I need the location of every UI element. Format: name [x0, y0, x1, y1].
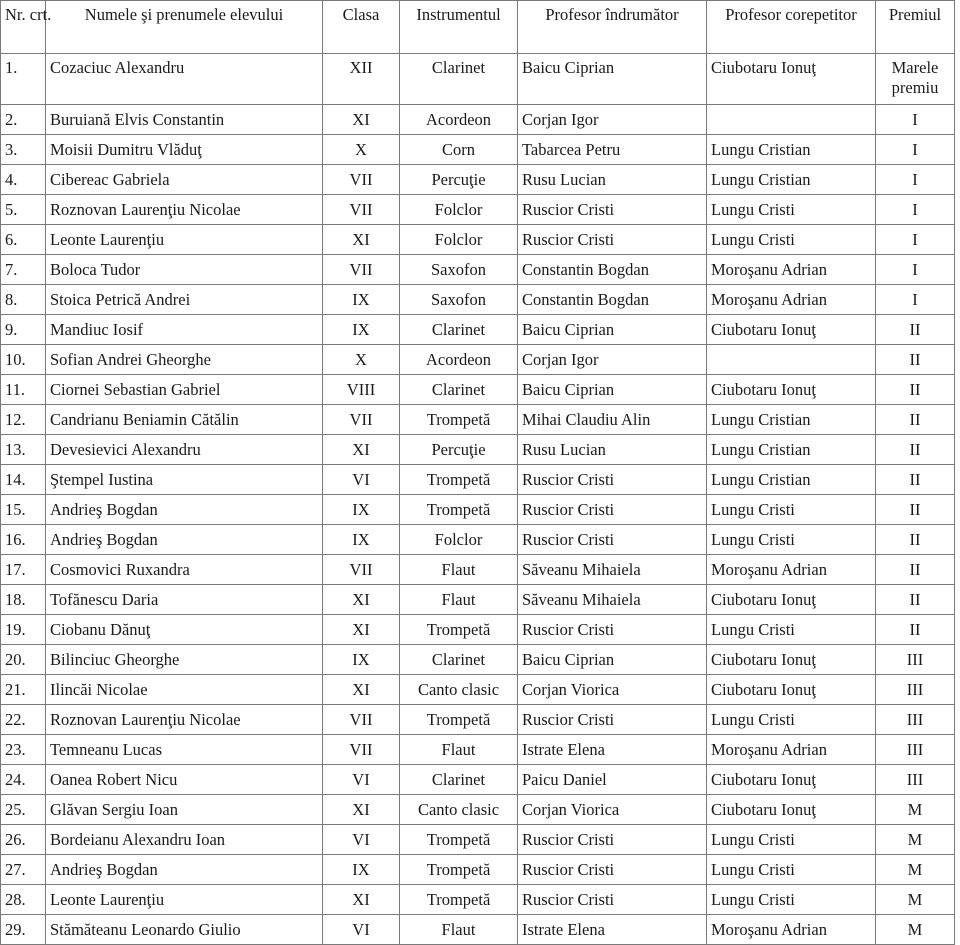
cell-clasa: XI [323, 675, 400, 705]
table-row [1, 495, 955, 525]
cell-premiu: II [876, 525, 955, 555]
cell-profesor: Ruscior Cristi [518, 495, 707, 525]
cell-premiu: M [876, 855, 955, 885]
cell-clasa: IX [323, 855, 400, 885]
cell-corepetitor: Ciubotaru Ionuţ [707, 375, 876, 405]
cell-clasa: VII [323, 255, 400, 285]
cell-premiu: I [876, 135, 955, 165]
cell-instrument: Flaut [400, 555, 518, 585]
cell-clasa: VII [323, 735, 400, 765]
cell-profesor: Săveanu Mihaiela [518, 555, 707, 585]
table-row [1, 225, 955, 255]
cell-instrument: Flaut [400, 735, 518, 765]
table-row [1, 54, 955, 105]
cell-premiu: II [876, 465, 955, 495]
cell-instrument: Clarinet [400, 765, 518, 795]
cell-instrument: Acordeon [400, 105, 518, 135]
table-row [1, 465, 955, 495]
cell-clasa: VII [323, 555, 400, 585]
cell-premiu: III [876, 705, 955, 735]
cell-name: Boloca Tudor [46, 255, 323, 285]
cell-profesor: Ruscior Cristi [518, 825, 707, 855]
table-row [1, 165, 955, 195]
table-row [1, 705, 955, 735]
cell-premiu: II [876, 375, 955, 405]
cell-corepetitor: Lungu Cristian [707, 165, 876, 195]
cell-corepetitor [707, 105, 876, 135]
cell-clasa: VI [323, 915, 400, 945]
header-premiu: Premiul [876, 1, 955, 54]
cell-nr: 18. [1, 585, 46, 615]
cell-clasa: XI [323, 885, 400, 915]
cell-profesor: Ruscior Cristi [518, 525, 707, 555]
table-row [1, 525, 955, 555]
table-row [1, 315, 955, 345]
cell-premiu: II [876, 555, 955, 585]
cell-profesor: Corjan Igor [518, 345, 707, 375]
cell-premiu: I [876, 285, 955, 315]
cell-corepetitor: Ciubotaru Ionuţ [707, 54, 876, 105]
cell-corepetitor: Lungu Cristian [707, 405, 876, 435]
cell-clasa: XI [323, 795, 400, 825]
cell-nr: 10. [1, 345, 46, 375]
cell-corepetitor: Moroşanu Adrian [707, 735, 876, 765]
cell-name: Ilincăi Nicolae [46, 675, 323, 705]
cell-name: Temneanu Lucas [46, 735, 323, 765]
cell-corepetitor: Lungu Cristi [707, 825, 876, 855]
cell-profesor: Tabarcea Petru [518, 135, 707, 165]
cell-nr: 14. [1, 465, 46, 495]
cell-name: Oanea Robert Nicu [46, 765, 323, 795]
table-row [1, 645, 955, 675]
cell-name: Bilinciuc Gheorghe [46, 645, 323, 675]
cell-corepetitor: Lungu Cristi [707, 705, 876, 735]
cell-name: Leonte Laurenţiu [46, 885, 323, 915]
cell-instrument: Trompetă [400, 615, 518, 645]
cell-clasa: XI [323, 225, 400, 255]
cell-corepetitor: Lungu Cristi [707, 855, 876, 885]
table-body [1, 54, 955, 945]
cell-nr: 4. [1, 165, 46, 195]
cell-premiu: M [876, 825, 955, 855]
cell-instrument: Flaut [400, 585, 518, 615]
cell-name: Roznovan Laurenţiu Nicolae [46, 705, 323, 735]
table-row [1, 915, 955, 945]
cell-instrument: Trompetă [400, 495, 518, 525]
cell-premiu: II [876, 345, 955, 375]
cell-profesor: Constantin Bogdan [518, 285, 707, 315]
cell-clasa: IX [323, 285, 400, 315]
cell-profesor: Rusu Lucian [518, 435, 707, 465]
cell-instrument: Canto clasic [400, 795, 518, 825]
cell-nr: 7. [1, 255, 46, 285]
cell-corepetitor: Lungu Cristi [707, 195, 876, 225]
cell-premiu: III [876, 735, 955, 765]
cell-profesor: Paicu Daniel [518, 765, 707, 795]
cell-premiu: M [876, 795, 955, 825]
cell-corepetitor: Lungu Cristi [707, 615, 876, 645]
cell-corepetitor: Ciubotaru Ionuţ [707, 765, 876, 795]
cell-instrument: Saxofon [400, 255, 518, 285]
table-row [1, 675, 955, 705]
cell-name: Sofian Andrei Gheorghe [46, 345, 323, 375]
cell-clasa: VII [323, 165, 400, 195]
cell-profesor: Ruscior Cristi [518, 705, 707, 735]
cell-name: Ştempel Iustina [46, 465, 323, 495]
cell-corepetitor: Lungu Cristi [707, 885, 876, 915]
cell-profesor: Ruscior Cristi [518, 615, 707, 645]
table-row [1, 195, 955, 225]
cell-instrument: Folclor [400, 195, 518, 225]
cell-premiu: II [876, 615, 955, 645]
cell-profesor: Baicu Ciprian [518, 645, 707, 675]
cell-corepetitor [707, 345, 876, 375]
cell-corepetitor: Ciubotaru Ionuţ [707, 315, 876, 345]
cell-clasa: VII [323, 195, 400, 225]
cell-premiu: III [876, 645, 955, 675]
cell-premiu: III [876, 675, 955, 705]
cell-profesor: Ruscior Cristi [518, 195, 707, 225]
cell-profesor: Constantin Bogdan [518, 255, 707, 285]
cell-premiu: III [876, 765, 955, 795]
cell-corepetitor: Moroşanu Adrian [707, 555, 876, 585]
table-row [1, 825, 955, 855]
cell-corepetitor: Ciubotaru Ionuţ [707, 645, 876, 675]
cell-profesor: Săveanu Mihaiela [518, 585, 707, 615]
cell-clasa: VI [323, 825, 400, 855]
cell-corepetitor: Ciubotaru Ionuţ [707, 795, 876, 825]
cell-profesor: Rusu Lucian [518, 165, 707, 195]
cell-name: Glăvan Sergiu Ioan [46, 795, 323, 825]
cell-name: Tofănescu Daria [46, 585, 323, 615]
cell-instrument: Trompetă [400, 705, 518, 735]
cell-name: Andrieş Bogdan [46, 495, 323, 525]
cell-profesor: Ruscior Cristi [518, 225, 707, 255]
cell-nr: 17. [1, 555, 46, 585]
table-row [1, 285, 955, 315]
cell-clasa: IX [323, 495, 400, 525]
cell-nr: 12. [1, 405, 46, 435]
cell-premiu: II [876, 495, 955, 525]
table-row [1, 585, 955, 615]
cell-name: Leonte Laurenţiu [46, 225, 323, 255]
cell-instrument: Folclor [400, 225, 518, 255]
cell-premiu: M [876, 915, 955, 945]
cell-clasa: X [323, 135, 400, 165]
cell-nr: 25. [1, 795, 46, 825]
cell-corepetitor: Moroşanu Adrian [707, 915, 876, 945]
cell-nr: 24. [1, 765, 46, 795]
cell-profesor: Baicu Ciprian [518, 315, 707, 345]
cell-premiu: II [876, 585, 955, 615]
cell-premiu: M [876, 885, 955, 915]
cell-clasa: IX [323, 645, 400, 675]
cell-nr: 8. [1, 285, 46, 315]
cell-corepetitor: Ciubotaru Ionuţ [707, 675, 876, 705]
cell-premiu: I [876, 165, 955, 195]
cell-clasa: XI [323, 585, 400, 615]
cell-nr: 13. [1, 435, 46, 465]
header-corepetitor: Profesor corepetitor [707, 1, 876, 54]
cell-clasa: X [323, 345, 400, 375]
cell-nr: 1. [1, 54, 46, 105]
table-row [1, 255, 955, 285]
cell-name: Cozaciuc Alexandru [46, 54, 323, 105]
table-row [1, 435, 955, 465]
cell-corepetitor: Moroşanu Adrian [707, 285, 876, 315]
cell-instrument: Trompetă [400, 405, 518, 435]
cell-profesor: Istrate Elena [518, 915, 707, 945]
cell-nr: 16. [1, 525, 46, 555]
header-row [1, 1, 955, 54]
cell-instrument: Saxofon [400, 285, 518, 315]
cell-premiu: I [876, 105, 955, 135]
cell-name: Candrianu Beniamin Cătălin [46, 405, 323, 435]
table-row [1, 765, 955, 795]
cell-name: Roznovan Laurenţiu Nicolae [46, 195, 323, 225]
cell-instrument: Acordeon [400, 345, 518, 375]
cell-name: Cosmovici Ruxandra [46, 555, 323, 585]
table-row [1, 105, 955, 135]
table-row [1, 615, 955, 645]
cell-premiu: II [876, 405, 955, 435]
cell-corepetitor: Lungu Cristi [707, 495, 876, 525]
cell-profesor: Corjan Viorica [518, 795, 707, 825]
cell-premiu: Marele premiu [876, 54, 955, 105]
cell-nr: 6. [1, 225, 46, 255]
cell-name: Ciornei Sebastian Gabriel [46, 375, 323, 405]
cell-instrument: Clarinet [400, 54, 518, 105]
header-clasa: Clasa [323, 1, 400, 54]
cell-name: Stămăteanu Leonardo Giulio [46, 915, 323, 945]
cell-corepetitor: Lungu Cristian [707, 435, 876, 465]
cell-instrument: Percuţie [400, 165, 518, 195]
table-row [1, 735, 955, 765]
cell-profesor: Baicu Ciprian [518, 54, 707, 105]
cell-instrument: Trompetă [400, 825, 518, 855]
cell-nr: 2. [1, 105, 46, 135]
cell-instrument: Clarinet [400, 645, 518, 675]
cell-nr: 9. [1, 315, 46, 345]
cell-instrument: Clarinet [400, 315, 518, 345]
table-row [1, 555, 955, 585]
cell-name: Bordeianu Alexandru Ioan [46, 825, 323, 855]
cell-clasa: VI [323, 765, 400, 795]
cell-profesor: Ruscior Cristi [518, 885, 707, 915]
cell-nr: 21. [1, 675, 46, 705]
cell-nr: 3. [1, 135, 46, 165]
cell-nr: 29. [1, 915, 46, 945]
cell-clasa: VIII [323, 375, 400, 405]
cell-name: Buruiană Elvis Constantin [46, 105, 323, 135]
cell-clasa: XI [323, 105, 400, 135]
cell-profesor: Mihai Claudiu Alin [518, 405, 707, 435]
header-name: Numele şi prenumele elevului [46, 1, 323, 54]
cell-instrument: Percuţie [400, 435, 518, 465]
cell-nr: 28. [1, 885, 46, 915]
cell-clasa: VII [323, 405, 400, 435]
cell-corepetitor: Lungu Cristi [707, 525, 876, 555]
cell-corepetitor: Lungu Cristian [707, 465, 876, 495]
cell-corepetitor: Lungu Cristian [707, 135, 876, 165]
cell-profesor: Ruscior Cristi [518, 465, 707, 495]
cell-nr: 15. [1, 495, 46, 525]
cell-instrument: Flaut [400, 915, 518, 945]
cell-nr: 5. [1, 195, 46, 225]
cell-name: Mandiuc Iosif [46, 315, 323, 345]
cell-premiu: II [876, 435, 955, 465]
table-row [1, 855, 955, 885]
cell-name: Cibereac Gabriela [46, 165, 323, 195]
cell-corepetitor: Lungu Cristi [707, 225, 876, 255]
cell-instrument: Clarinet [400, 375, 518, 405]
cell-premiu: I [876, 255, 955, 285]
table-row [1, 885, 955, 915]
cell-profesor: Istrate Elena [518, 735, 707, 765]
table-row [1, 345, 955, 375]
cell-instrument: Corn [400, 135, 518, 165]
cell-nr: 23. [1, 735, 46, 765]
cell-instrument: Folclor [400, 525, 518, 555]
cell-profesor: Ruscior Cristi [518, 855, 707, 885]
cell-clasa: VII [323, 705, 400, 735]
cell-nr: 26. [1, 825, 46, 855]
cell-profesor: Corjan Viorica [518, 675, 707, 705]
cell-nr: 27. [1, 855, 46, 885]
cell-clasa: XI [323, 615, 400, 645]
table-row [1, 795, 955, 825]
cell-instrument: Trompetă [400, 465, 518, 495]
cell-name: Andrieş Bogdan [46, 525, 323, 555]
cell-name: Stoica Petrică Andrei [46, 285, 323, 315]
cell-clasa: XI [323, 435, 400, 465]
cell-name: Devesievici Alexandru [46, 435, 323, 465]
cell-nr: 22. [1, 705, 46, 735]
cell-nr: 19. [1, 615, 46, 645]
cell-clasa: VI [323, 465, 400, 495]
cell-clasa: XII [323, 54, 400, 105]
table-row [1, 405, 955, 435]
cell-corepetitor: Moroşanu Adrian [707, 255, 876, 285]
cell-nr: 11. [1, 375, 46, 405]
header-profesor: Profesor îndrumător [518, 1, 707, 54]
cell-name: Ciobanu Dănuţ [46, 615, 323, 645]
cell-nr: 20. [1, 645, 46, 675]
cell-instrument: Trompetă [400, 885, 518, 915]
cell-name: Andrieş Bogdan [46, 855, 323, 885]
cell-profesor: Corjan Igor [518, 105, 707, 135]
cell-corepetitor: Ciubotaru Ionuţ [707, 585, 876, 615]
header-instrument: Instrumentul [400, 1, 518, 54]
cell-instrument: Trompetă [400, 855, 518, 885]
cell-clasa: IX [323, 315, 400, 345]
cell-clasa: IX [323, 525, 400, 555]
cell-premiu: I [876, 225, 955, 255]
cell-instrument: Canto clasic [400, 675, 518, 705]
cell-premiu: II [876, 315, 955, 345]
cell-profesor: Baicu Ciprian [518, 375, 707, 405]
cell-name: Moisii Dumitru Vlăduţ [46, 135, 323, 165]
cell-premiu: I [876, 195, 955, 225]
header-nr: Nr. crt. [1, 1, 46, 54]
table-row [1, 375, 955, 405]
table-row [1, 135, 955, 165]
